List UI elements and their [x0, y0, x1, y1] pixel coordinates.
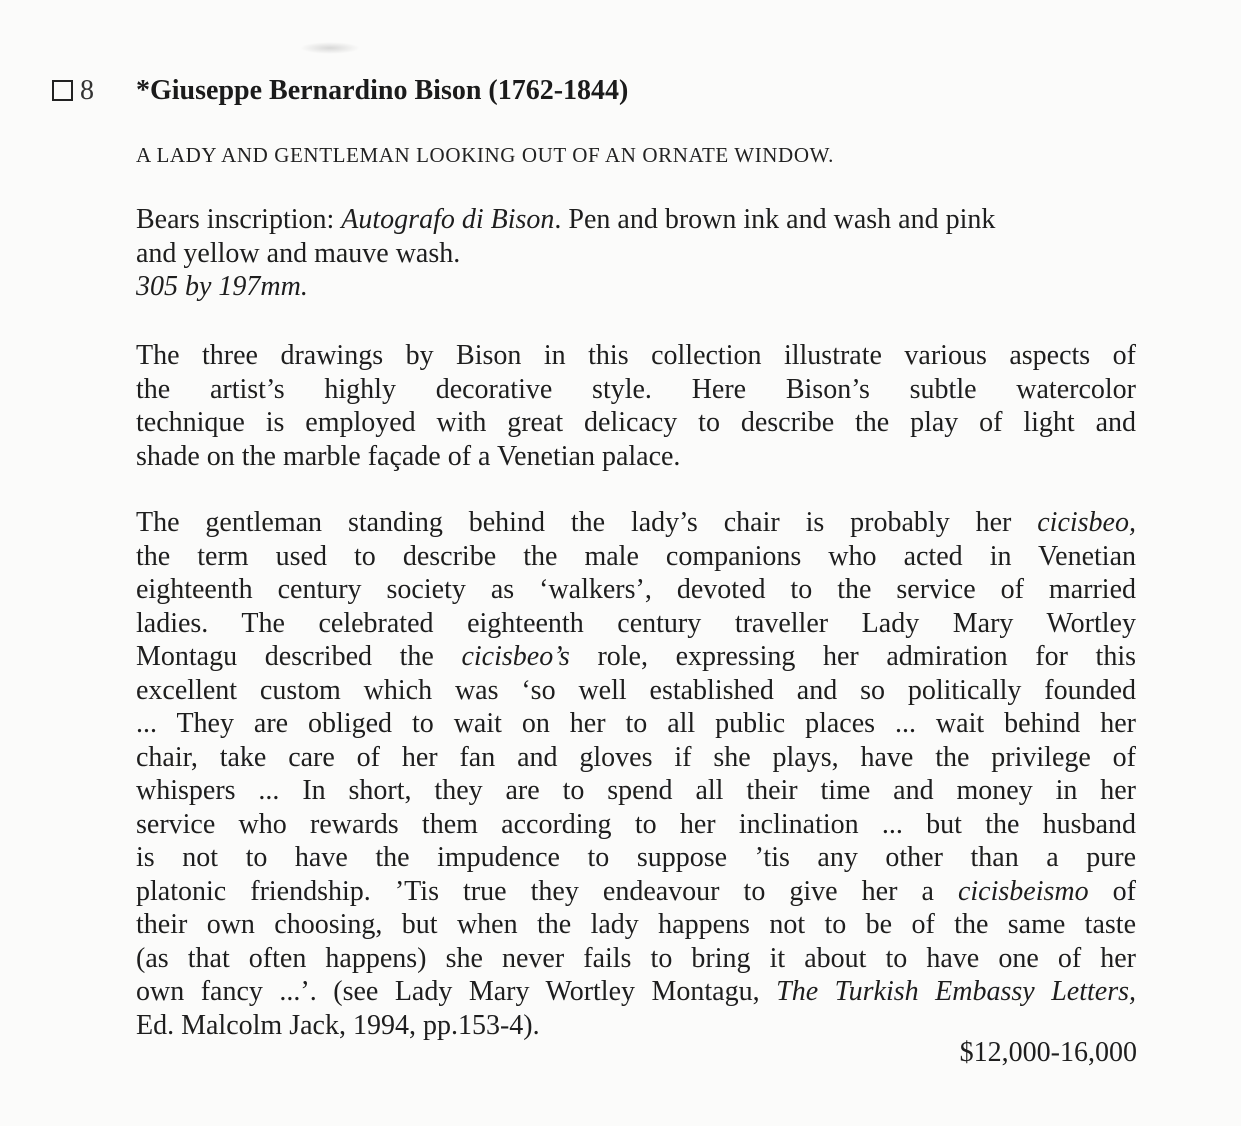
paragraph-line: service who rewards them according to her inclination ... but the husband: [136, 808, 1136, 840]
paragraph-line: the term used to describe the male companions who acted in Venetian: [136, 540, 1136, 572]
paragraph-line: ladies. The celebrated eighteenth century traveller Lady Mary Wortley: [136, 607, 1136, 639]
text-run: own fancy ...’. (see Lady Mary Wortley Montagu,: [136, 976, 777, 1007]
paragraph-line: technique is employed with great delicacy to describe the play of light and: [136, 407, 1136, 438]
description-line-1: [136, 203, 1136, 237]
lot-number: 8: [80, 75, 94, 106]
paragraph-line: Ed. Malcolm Jack, 1994, pp.153-4).: [136, 1009, 540, 1041]
paragraph-line: whispers ... In short, they are to spend all their time and money in her: [136, 775, 1136, 806]
paragraph-cicisbeo: [136, 506, 1136, 1042]
text-run: role, expressing her admiration for this: [569, 641, 1137, 672]
paragraph-style: [136, 339, 1136, 473]
paragraph-line: [136, 506, 1136, 540]
artwork-description: [136, 203, 1136, 304]
inscription-text: Autografo di Bison: [341, 204, 555, 235]
italic-term: cicisbeo,: [1037, 507, 1136, 538]
paragraph-line: their own choosing, but when the lady happens not to be of the same taste: [136, 909, 1136, 940]
italic-term: cicisbeismo: [957, 875, 1089, 907]
paragraph-line: eighteenth century society as ‘walkers’, devoted to the service of married: [136, 574, 1136, 605]
medium-text: . Pen and brown ink and wash and pink: [554, 204, 996, 235]
text-run: of: [1088, 875, 1136, 907]
lot-header: [52, 72, 852, 112]
paragraph-line: chair, take care of her fan and gloves if she plays, have the privilege of: [136, 741, 1136, 773]
paragraph-line: is not to have the impudence to suppose ’tis any other than a pure: [136, 842, 1136, 873]
lot-checkbox[interactable]: [52, 80, 73, 101]
italic-citation: The Turkish Embassy Letters,: [776, 976, 1136, 1007]
paragraph-line: shade on the marble façade of a Venetian palace.: [136, 440, 681, 472]
paragraph-line: (as that often happens) she never fails to bring it about to have one of her: [136, 942, 1136, 974]
paragraph-line: [136, 975, 1136, 1009]
paragraph-line: excellent custom which was ‘so well established and so politically founded: [136, 674, 1136, 706]
paragraph-line: [136, 875, 1136, 909]
medium-text-continued: and yellow and mauve wash.: [136, 237, 461, 269]
text-run: Montagu described the: [136, 641, 462, 672]
paragraph-line: [136, 640, 1136, 674]
text-run: platonic friendship. ’Tis true they endeavour to give her a: [136, 875, 958, 907]
text-run: The gentleman standing behind the lady’s chair is probably her: [136, 507, 1038, 538]
artist-name: *Giuseppe Bernardino Bison (1762-1844): [136, 75, 629, 106]
paragraph-line: the artist’s highly decorative style. Here Bison’s subtle watercolor: [136, 373, 1136, 405]
inscription-prefix: Bears inscription:: [136, 204, 342, 235]
dimensions: 305 by 197mm.: [136, 271, 308, 302]
paragraph-line: ... They are obliged to wait on her to all public places ... wait behind her: [136, 708, 1136, 739]
paragraph-line: The three drawings by Bison in this collection illustrate various aspects of: [136, 340, 1136, 371]
price-estimate: $12,000-16,000: [959, 1037, 1137, 1068]
italic-term: cicisbeo’s: [461, 641, 570, 672]
scan-smudge: [300, 42, 360, 54]
artwork-title: A LADY AND GENTLEMAN LOOKING OUT OF AN ORNATE WINDOW.: [136, 143, 834, 167]
